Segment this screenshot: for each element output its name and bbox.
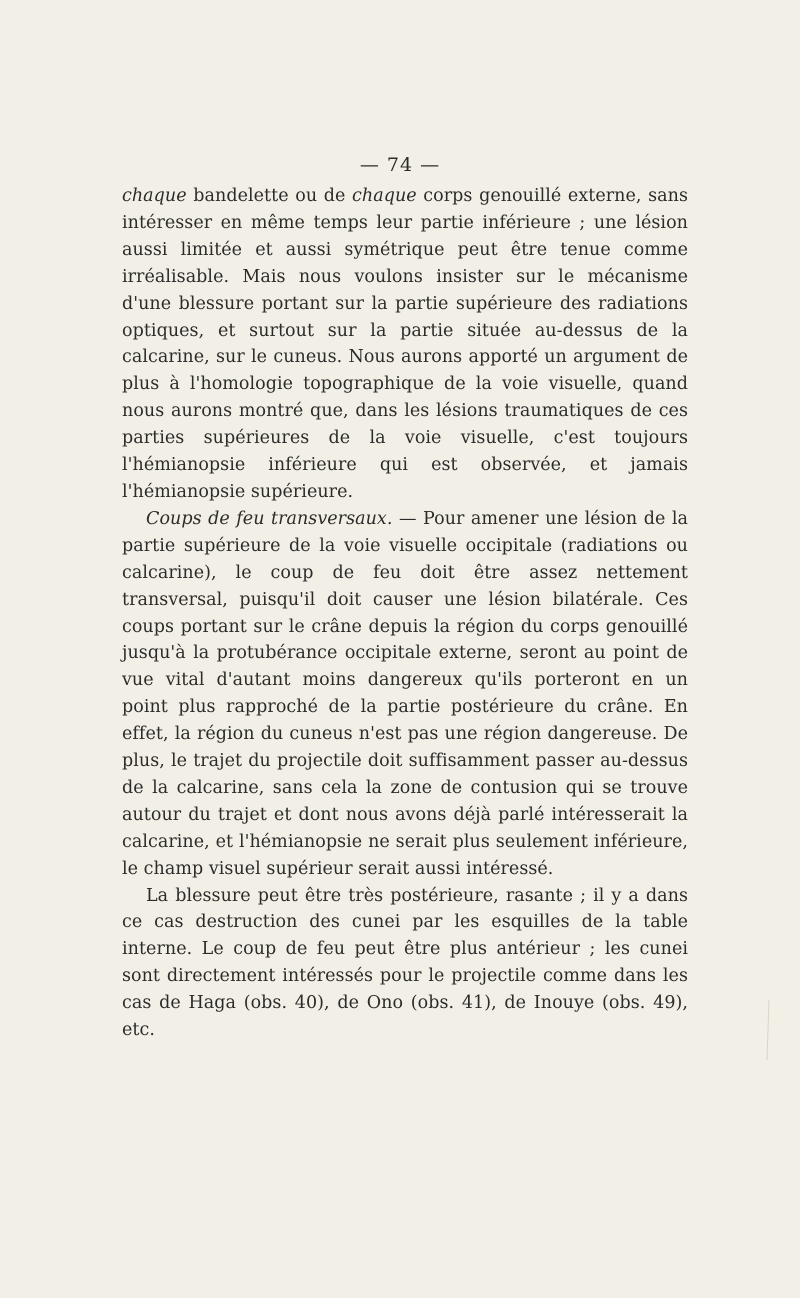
text-segment: chaque <box>122 186 187 206</box>
text-segment: — Pour amener une lésion de la partie supérieure de la voie visuelle occipitale (radiations ou calcarine), le coup de feu doit être assez nettement transversal, puisqu'il doit causer une lésion bilatérale. Ces coups portant sur le crâne depuis la région du corps genouillé jusqu'à la protubérance occipitale externe, seront au point de vue vital d'autant moins dangereux qu'ils porteront en un point plus rapproché de la partie postérieure du crâne. En effet, la région du cuneus n'est pas une région dangereuse. De plus, le trajet du projectile doit suffisamment passer au-dessus de la calcarine, sans cela la zone de contusion qui se trouve autour du trajet et dont nous avons déjà parlé intéresserait la calcarine, et l'hémianopsie ne serait plus seulement inférieure, le champ visuel supérieur serait aussi intéressé. <box>122 508 688 879</box>
text-segment: bandelette ou de <box>186 186 353 206</box>
body-text <box>122 183 688 1044</box>
paragraph-2 <box>122 506 688 883</box>
paper-mark <box>766 1000 772 1060</box>
text-segment: La blessure peut être très postérieure, rasante ; il y a dans ce cas destruction des cunei par les esquilles de la table interne. Le coup de feu peut être plus antérieur ; les cunei sont directement intéressés pour le projectile comme dans les cas de Haga (obs. 40), de Ono (obs. 41), de Inouye (obs. 49), etc. <box>122 885 688 1041</box>
text-segment: chaque <box>352 186 417 206</box>
text-segment: corps genouillé externe, sans intéresser en même temps leur partie inférieure ; une lésion aussi limitée et aussi symétrique peut être tenue comme irréalisable. Mais nous voulons insister sur le mécanisme d'une blessure portant sur la partie supérieure des radiations optiques, et surtout sur la partie située au-dessus de la calcarine, sur le cuneus. Nous aurons apporté un argument de plus à l'homologie topographique de la voie visuelle, quand nous aurons montré que, dans les lésions traumatiques de ces parties supérieures de la voie visuelle, c'est toujours l'hémianopsie inférieure qui est observée, et jamais l'hémianopsie supérieure. <box>122 186 688 502</box>
page-number: — 74 — <box>359 154 441 176</box>
paragraph-1 <box>122 183 688 506</box>
section-heading: Coups de feu transversaux. <box>146 508 393 529</box>
paragraph-3 <box>122 883 688 1044</box>
